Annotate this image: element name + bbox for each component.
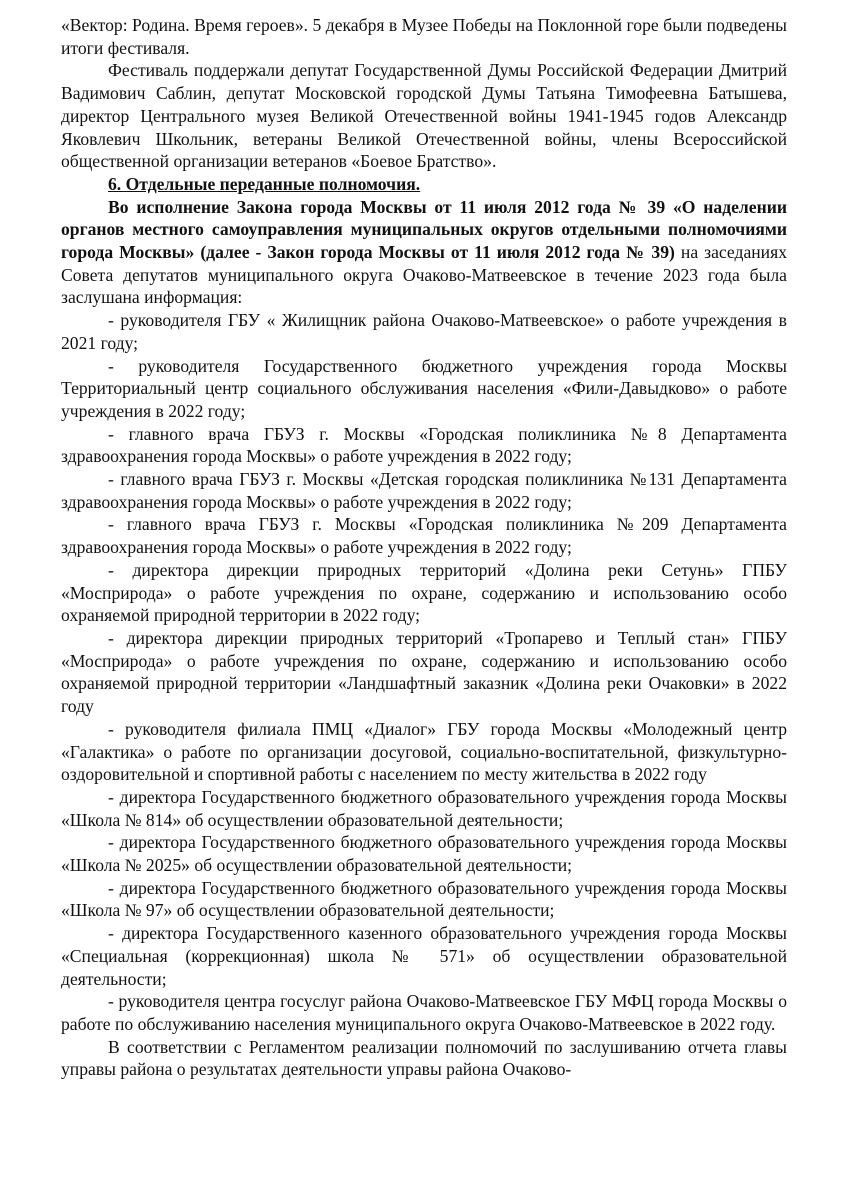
- document-page: [61, 14, 787, 1081]
- list-item: - директора дирекции природных территорий «Тропарево и Теплый стан» ГПБУ «Мосприрода» о работе учреждения по охране, содержанию и использованию особо охраняемой природной территории «Ландшафтный заказник «Долина реки Очаковки» в 2022 году: [61, 627, 787, 717]
- list-item: - директора Государственного бюджетного образовательного учреждения города Москвы «Школа № 814» об осуществлении образовательной деятельности;: [61, 786, 787, 830]
- list-item: - главного врача ГБУЗ г. Москвы «Городская поликлиника №8 Департамента здравоохранения города Москвы» о работе учреждения в 2022 году;: [61, 423, 787, 467]
- law-reference-bold: Во исполнение Закона города Москвы от 11 июля 2012 года № 39 «О наделении органов местного самоуправления муниципальных округов отдельными полномочиями города Москвы» (далее - Закон города Москвы от 11 июля 2012 года № 39): [61, 196, 787, 263]
- paragraph-festival-support: Фестиваль поддержали депутат Государственной Думы Российской Федерации Дмитрий Вадимович Саблин, депутат Московской городской Думы Татьяна Тимофеевна Батышева, директор Центрального музея Великой Отечественной войны 1941-1945 годов Александр Яковлевич Школьник, ветераны Великой Отечественной войны, члены Всероссийской общественной организации ветеранов «Боевое Братство».: [61, 60, 787, 172]
- list-item: - руководителя центра госуслуг района Очаково-Матвеевское ГБУ МФЦ города Москвы о работе по обслуживанию населения муниципального округа Очаково-Матвеевское в 2022 году.: [61, 991, 787, 1034]
- law-reference-rest: на заседаниях Совета депутатов муниципального округа Очаково-Матвеевское в течение 2023 года была заслушана информация:: [61, 242, 787, 308]
- list-item: - директора Государственного бюджетного образовательного учреждения города Москвы «Школа № 97» об осуществлении образовательной деятельности;: [61, 877, 787, 921]
- list-item: - руководителя ГБУ « Жилищник района Очаково-Матвеевское» о работе учреждения в 2021 году;: [61, 310, 787, 353]
- list-item: - директора Государственного казенного образовательного учреждения города Москвы «Специальная (коррекционная) школа № 571» об осуществлении образовательной деятельности;: [61, 923, 787, 989]
- list-item: - руководителя Государственного бюджетного учреждения города Москвы Территориальный центр социального обслуживания населения «Фили-Давыдково» о работе учреждения в 2022 году;: [61, 355, 787, 421]
- list-item: - главного врача ГБУЗ г. Москвы «Городская поликлиника №209 Департамента здравоохранения города Москвы» о работе учреждения в 2022 году;: [61, 514, 787, 558]
- list-item: - главного врача ГБУЗ г. Москвы «Детская городская поликлиника №131 Департамента здравоохранения города Москвы» о работе учреждения в 2022 году;: [61, 469, 787, 512]
- list-item: - директора Государственного бюджетного образовательного учреждения города Москвы «Школа № 2025» об осуществлении образовательной деятельности;: [61, 832, 787, 876]
- paragraph-regulation: В соответствии с Регламентом реализации полномочий по заслушиванию отчета главы управы района о результатах деятельности управы района Очаково-: [61, 1036, 787, 1080]
- list-item: - директора дирекции природных территорий «Долина реки Сетунь» ГПБУ «Мосприрода» о работе учреждения по охране, содержанию и использованию особо охраняемой природной территории в 2022 году;: [61, 559, 787, 626]
- section-heading: 6. Отдельные переданные полномочия.: [108, 173, 421, 194]
- paragraph-festival-results: «Вектор: Родина. Время героев». 5 декабря в Музее Победы на Поклонной горе были подведены итоги фестиваля.: [61, 15, 787, 58]
- list-item: - руководителя филиала ПМЦ «Диалог» ГБУ города Москвы «Молодежный центр «Галактика» о работе по организации досуговой, социально-воспитательной, физкультурно-оздоровительной и спортивной работы с населением по месту жительства в 2022 году: [61, 718, 787, 785]
- paragraph-law-reference: [61, 196, 787, 310]
